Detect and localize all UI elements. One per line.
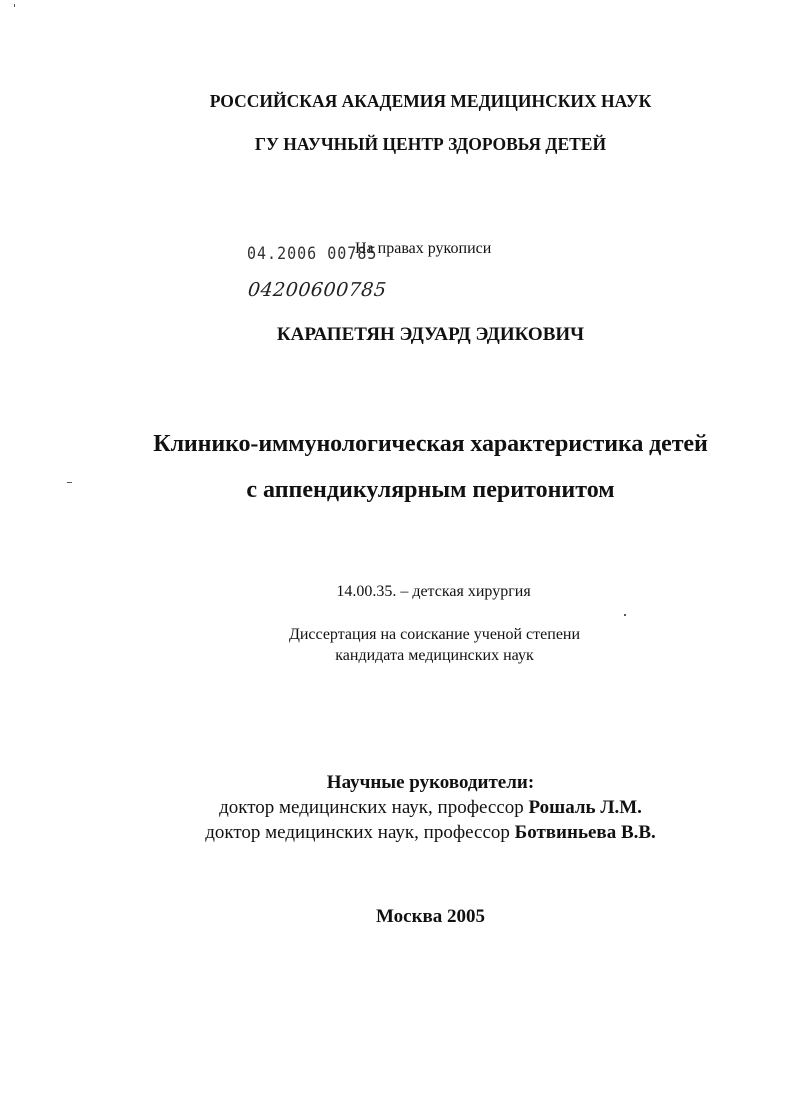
library-stamp-number: 04.2006 00785 — [247, 243, 378, 264]
institution-name: ГУ НАУЧНЫЙ ЦЕНТР ЗДОРОВЬЯ ДЕТЕЙ — [254, 134, 607, 154]
advisor-name: Ботвиньева В.В. — [514, 822, 656, 843]
scan-speck — [624, 614, 626, 616]
advisor-title: доктор медицинских наук, профессор — [219, 797, 524, 818]
degree-statement-line-1: Диссертация на соискание ученой степени — [288, 626, 581, 643]
thesis-title-line-1: Клинико-иммунологическая характеристика детей — [153, 431, 708, 457]
advisor-line — [32, 797, 797, 819]
handwritten-inventory-number: 04200600785 — [246, 279, 388, 301]
organization-name: РОССИЙСКАЯ АКАДЕМИЯ МЕДИЦИНСКИХ НАУК — [209, 91, 652, 111]
advisor-line — [32, 822, 797, 844]
thesis-title-line-2: с аппендикулярным перитонитом — [246, 477, 615, 503]
advisors-heading: Научные руководители: — [326, 772, 535, 793]
advisor-title: доктор медицинских наук, профессор — [205, 822, 510, 843]
city-and-year: Москва 2005 — [375, 906, 486, 927]
manuscript-rights-label: На правах рукописи — [355, 240, 492, 257]
scan-speck — [14, 4, 15, 7]
specialty-code: 14.00.35. – детская хирургия — [336, 583, 531, 600]
advisor-name: Рошаль Л.М. — [528, 797, 642, 818]
author-name: КАРАПЕТЯН ЭДУАРД ЭДИКОВИЧ — [276, 324, 585, 345]
scan-speck — [67, 482, 72, 483]
degree-statement-line-2: кандидата медицинских наук — [335, 647, 534, 664]
